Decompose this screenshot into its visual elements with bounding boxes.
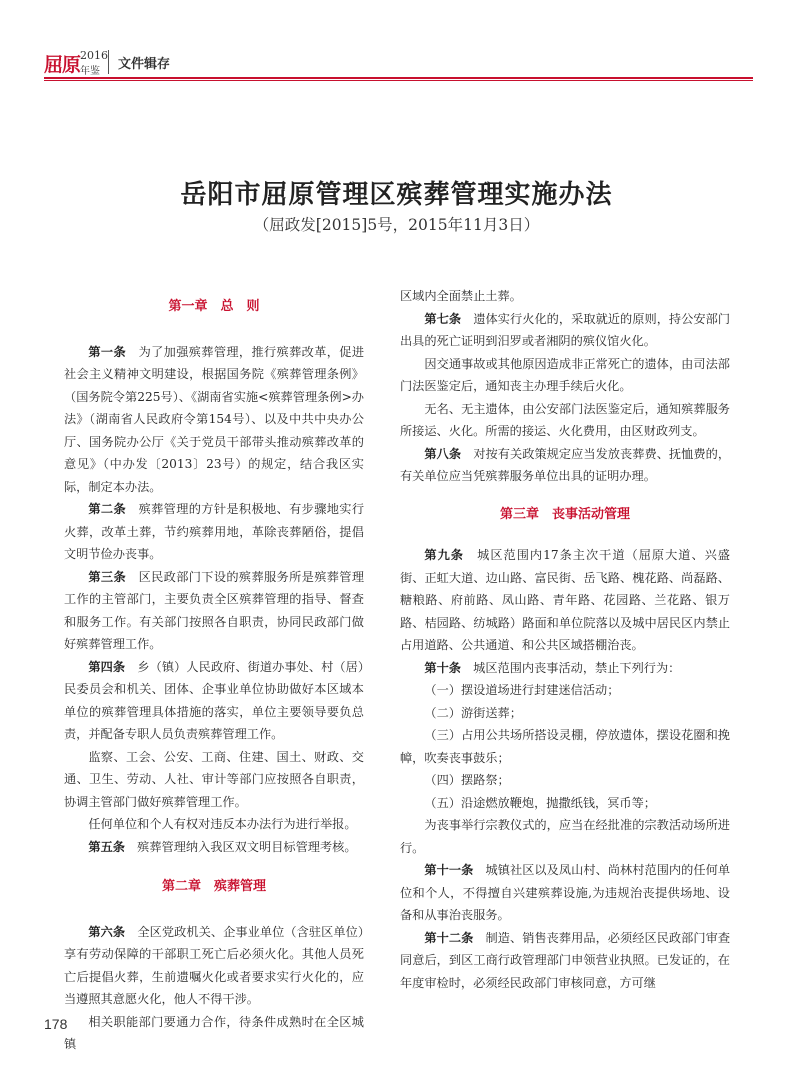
article-label: 第十条 [424, 660, 461, 675]
list-item: （五）沿途燃放鞭炮，抛撒纸钱，冥币等； [424, 795, 656, 810]
article-label: 第十一条 [424, 863, 474, 877]
article-text: 城镇社区以及凤山村、尚林村范围内的任何单位和个人，不得擅自兴建殡葬设施,为违规治丧提供场地、设备和从事治丧服务。 [400, 863, 731, 922]
article-label: 第二条 [88, 502, 127, 516]
document-title: 岳阳市屈原管理区殡葬管理实施办法 [180, 180, 613, 210]
paragraph: 监察、工会、公安、工商、住建、国土、财政、交通、卫生、劳动、人社、审计等部门应按照各自职责，协调主管部门做好殡葬管理工作。 [64, 749, 364, 809]
chapter-heading: 第一章 总 则 [168, 299, 260, 314]
paragraph: 相关职能部门要通力合作，待条件成熟时在全区城镇 [64, 1014, 364, 1051]
article-label: 第一条 [88, 344, 127, 359]
article-label: 第五条 [88, 839, 125, 854]
list-item: （四）摆路祭； [424, 773, 510, 787]
article-label: 第四条 [88, 659, 126, 674]
article [400, 308, 730, 353]
page-header [0, 0, 793, 80]
document-subtitle: （屈政发[2015]5号，2015年11月3日） [253, 216, 540, 234]
paragraph: 区域内全面禁止土葬。 [400, 289, 522, 303]
article-label: 第六条 [88, 924, 126, 939]
article [400, 544, 730, 657]
list-item: （二）游街送葬； [424, 705, 522, 720]
article-text: 区民政部门下设的殡葬服务所是殡葬管理工作的主管部门，主要负责全区殡葬管理的指导、督查和服务工作。有关部门按照各自职责，协同民政部门做好殡葬管理工作。 [64, 569, 365, 651]
article-label: 第九条 [424, 548, 464, 562]
article [64, 498, 364, 566]
article [64, 341, 364, 499]
yearbook-logo: 屈原 [44, 54, 81, 76]
article-text: 全区党政机关、企事业单位（含驻区单位）享有劳动保障的干部职工死亡后必须火化。其他人员死亡后提倡火葬，生前遗嘱火化或者要求实行火化的，应当遵照其意愿火化，他人不得干涉。 [64, 924, 365, 1006]
article-label: 第七条 [424, 311, 462, 326]
article-text: 殡葬管理纳入我区双文明目标管理考核。 [137, 839, 357, 854]
article-label: 第八条 [424, 446, 462, 461]
header-rule [44, 77, 753, 79]
yearbook-year: 2016 [80, 49, 108, 62]
header-divider [108, 50, 109, 74]
paragraph: 为丧事举行宗教仪式的，应当在经批准的宗教活动场所进行。 [400, 818, 730, 855]
list-item: （三）占用公共场所搭设灵棚，停放遗体，摆设花圈和挽幛，吹奏丧事鼓乐； [400, 728, 730, 765]
yearbook-label: 年鉴 [80, 66, 100, 77]
chapter-heading: 第三章 丧事活动管理 [499, 506, 630, 522]
article-text: 乡（镇）人民政府、街道办事处、村（居）民委员会和机关、团体、企事业单位协助做好本区域本单位的殡葬管理具体措施的落实，单位主要领导要负总责，并配备专职人员负责殡葬管理工作。 [64, 659, 365, 741]
page-number: 178 [44, 1016, 68, 1032]
article-text: 为了加强殡葬管理，推行殡葬改革，促进社会主义精神文明建设，根据国务院《殡葬管理条例》（国务院令第225号）、《湖南省实施<殡葬管理条例>办法》（湖南省人民政府令第154号）、以及中共中央办公厅、国务院办公厅《关于党员干部带头推动殡葬改革的意见》（中办发〔2013〕23号）的规定，结合我区实际，制定本办法。 [64, 344, 365, 494]
chapter-heading: 第二章 殡葬管理 [161, 879, 266, 894]
article-text: 殡葬管理的方针是积极地、有步骤地实行火葬，改革土葬，节约殡葬用地，革除丧葬陋俗，提倡文明节俭办丧事。 [64, 502, 365, 561]
article-text: 遗体实行火化的，采取就近的原则，持公安部门出具的死亡证明到汨罗或者湘阴的殡仪馆火化。 [400, 311, 731, 348]
article [400, 927, 730, 995]
article-text: 对按有关政策规定应当发放丧葬费、抚恤费的，有关单位应当凭殡葬服务单位出具的证明办理。 [400, 446, 731, 483]
article-label: 第三条 [88, 569, 127, 584]
article [64, 656, 364, 746]
article [64, 836, 364, 859]
right-column [400, 285, 730, 994]
left-column [64, 286, 364, 1056]
list-item: （一）摆设道场进行封建迷信活动； [424, 683, 620, 697]
paragraph: 因交通事故或其他原因造成非正常死亡的遗体，由司法部门法医鉴定后，通知丧主办理手续后火化。 [400, 356, 730, 393]
article [64, 921, 364, 1011]
article-text: 城区范围内丧事活动，禁止下列行为： [473, 660, 681, 675]
article [400, 859, 730, 927]
article [400, 657, 730, 680]
article-text: 城区范围内17条主次干道（屈原大道、兴盛街、正虹大道、边山路、富民街、岳飞路、槐花路、尚磊路、糖粮路、府前路、凤山路、青年路、花园路、兰花路、银万路、桔园路、纺城路）路面和单位院落以及城中居民区内禁止占用道路、公共通道、和公共区域搭棚治丧。 [400, 548, 730, 652]
article-text: 制造、销售丧葬用品，必须经区民政部门审查同意后，到区工商行政管理部门申领营业执照。已发证的，在年度审检时，必须经民政部门审核同意，方可继 [400, 930, 731, 990]
paragraph: 任何单位和个人有权对违反本办法行为进行举报。 [88, 817, 357, 831]
article-label: 第十二条 [424, 930, 474, 945]
article [400, 443, 730, 488]
paragraph: 无名、无主遗体，由公安部门法医鉴定后，通知殡葬服务所接运、火化。所需的接运、火化费用，由区财政列支。 [400, 401, 730, 438]
header-rule-thin [44, 80, 753, 81]
article [64, 566, 364, 656]
section-title: 文件辑存 [118, 57, 171, 72]
